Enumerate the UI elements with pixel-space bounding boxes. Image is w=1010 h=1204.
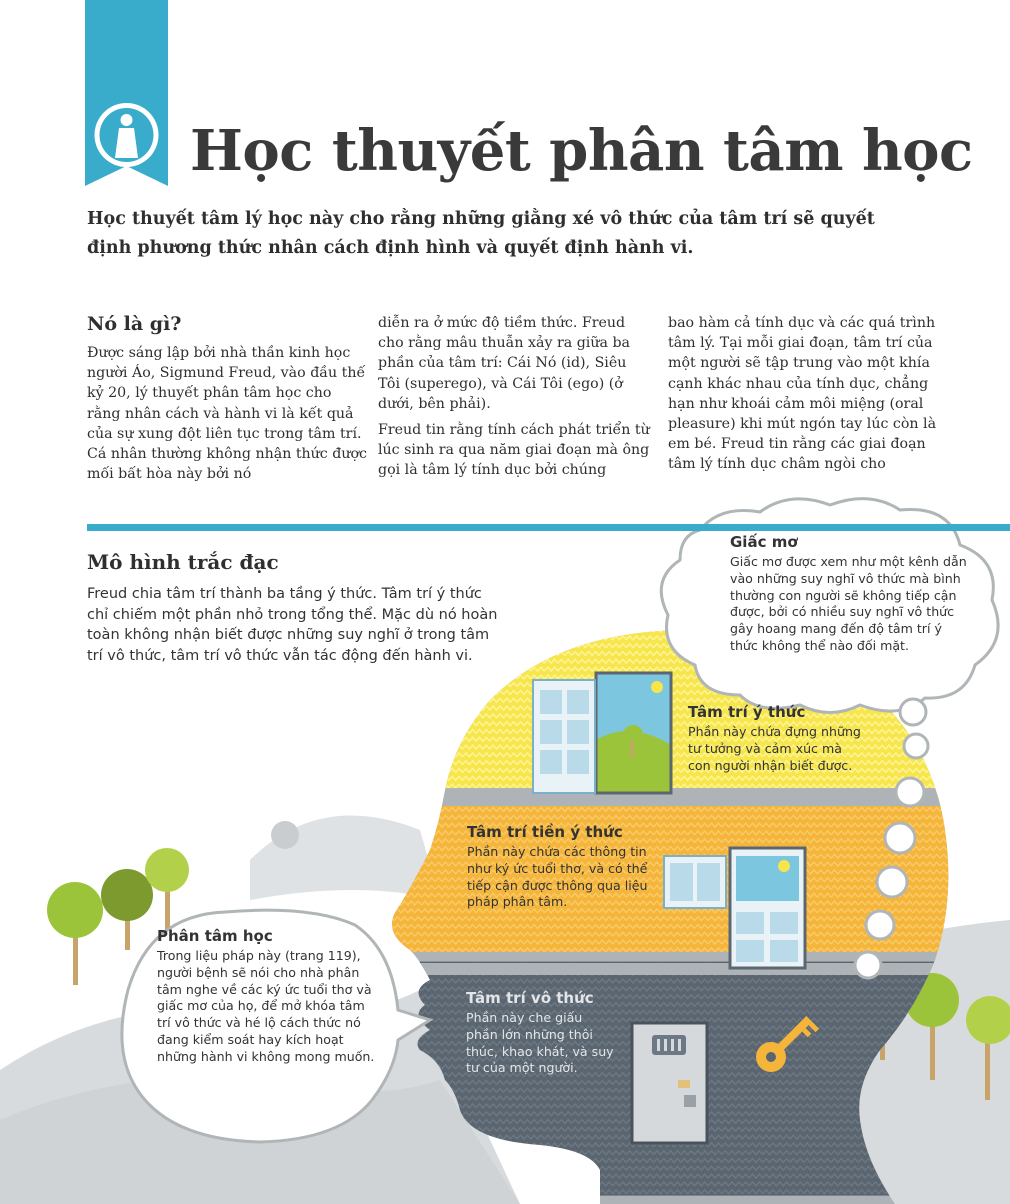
unconscious-title: Tâm trí vô thức xyxy=(466,989,594,1007)
conscious-box xyxy=(688,703,863,774)
psychoanalysis-title: Phân tâm học xyxy=(157,927,273,945)
unconscious-body: Phần này che giấu phần lớn những thôi thúc, khao khát, và suy tư của một người. xyxy=(466,1010,614,1076)
section-divider xyxy=(87,524,1010,531)
conscious-title: Tâm trí ý thức xyxy=(688,703,806,721)
column-2-text-2: Freud tin rằng tính cách phát triển từ lúc sinh ra qua năm giai đoạn mà ông gọi là tâm lý tính dục bởi chúng xyxy=(378,422,650,479)
column-3-text: bao hàm cả tính dục và các quá trình tâm lý. Tại mỗi giai đoạn, tâm trí của một người sẽ tập trung vào một khía cạnh khác nhau của tính dục, chẳng hạn như khoái cảm môi miệng (oral pleasure) khi mút ngón tay lúc còn là em bé. Freud tin rằng các giai đoạn tâm lý tính dục châm ngòi cho xyxy=(668,315,937,473)
person-keyhole-icon xyxy=(85,0,168,186)
preconscious-body: Phần này chứa các thông tin như ký ức tuổi thơ, và có thể tiếp cận được thông qua liệu pháp phân tâm. xyxy=(467,844,648,910)
psychoanalysis-body: Trong liệu pháp này (trang 119), người bệnh sẽ nói cho nhà phân tâm nghe về các ký ức tuổi thơ và giấc mơ của họ, để mở khóa tâm trí vô thức và hé lộ cách thức nó đang kiểm soát hay kích hoạt những hành vi không mong muốn. xyxy=(157,948,375,1064)
unconscious-box xyxy=(466,989,616,1077)
what-is-it-heading: Nó là gì? xyxy=(87,313,182,335)
conscious-body: Phần này chứa đựng những tư tưởng và cảm xúc mà con người nhận biết được. xyxy=(688,724,861,773)
sun-icon xyxy=(651,681,663,693)
column-1 xyxy=(87,343,367,490)
page-title: Học thuyết phân tâm học xyxy=(190,118,973,184)
locked-door xyxy=(632,1023,707,1143)
column-2-text-1: diễn ra ở mức độ tiềm thức. Freud cho rằng mâu thuẫn xảy ra giữa ba phần của tâm trí: Cái Nó (id), Siêu Tôi (superego), và Cái Tôi (ego) (ở dưới, bên phải). xyxy=(378,315,630,412)
column-3 xyxy=(668,313,948,481)
preconscious-box xyxy=(467,823,652,911)
model-heading: Mô hình trắc đạc xyxy=(87,550,279,574)
preconscious-title: Tâm trí tiền ý thức xyxy=(467,823,623,841)
intro-text: Học thuyết tâm lý học này cho rằng những giằng xé vô thức của tâm trí sẽ quyết định phương thức nhân cách định hình và quyết định hành vi. xyxy=(87,209,875,258)
open-door xyxy=(533,673,671,793)
column-1-text: Được sáng lập bởi nhà thần kinh học người Áo, Sigmund Freud, vào đầu thế kỷ 20, lý thuyết phân tâm học cho rằng nhân cách và hành vi là kết quả của sự xung đột liên tục trong tâm trí. Cá nhân thường không nhận thức được mối bất hòa này bởi nó xyxy=(87,345,367,483)
dream-box xyxy=(730,533,968,655)
column-2 xyxy=(378,313,650,487)
model-text: Freud chia tâm trí thành ba tầng ý thức. Tâm trí ý thức chỉ chiếm một phần nhỏ trong tổng thể. Mặc dù nó hoàn toàn không nhận biết được những suy nghĩ ở trong tâm trí vô thức, tâm trí vô thức vẫn tác động đến hành vi. xyxy=(87,586,498,665)
dream-title: Giấc mơ xyxy=(730,533,798,551)
psychoanalysis-box xyxy=(157,927,382,1066)
dream-body: Giấc mơ được xem như một kênh dẫn vào những suy nghĩ vô thức mà bình thường con người sẽ không tiếp cận được, bởi có nhiều suy nghĩ vô thức gây hoang mang đến độ tâm trí ý thức không thể nào đối mặt. xyxy=(730,554,967,653)
